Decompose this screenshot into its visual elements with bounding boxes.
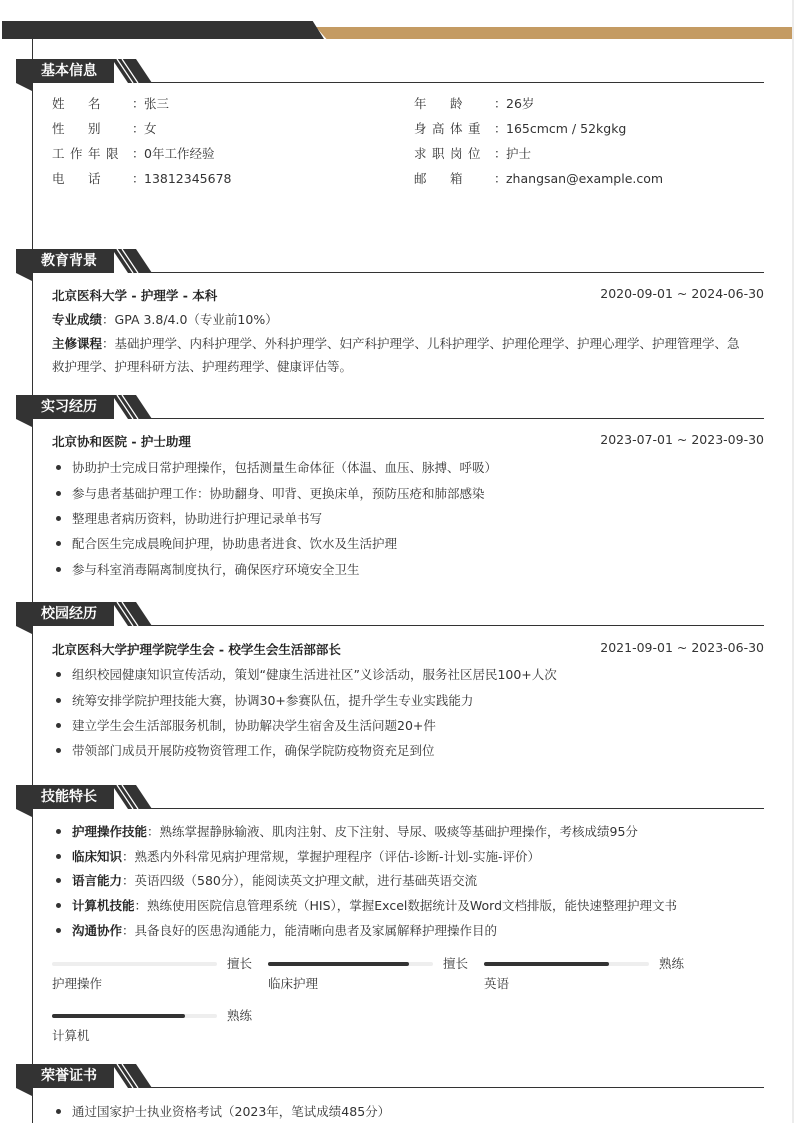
bullet-icon (56, 567, 61, 572)
internship-heading: 北京协和医院 - 护士助理 (52, 434, 191, 449)
bullet-icon (56, 1109, 61, 1114)
info-value[interactable]: zhangsan@example.com (506, 171, 664, 186)
list-item: 配合医生完成晨晚间护理，协助患者进食、饮水及生活护理 (52, 534, 397, 552)
section-campus (16, 602, 764, 758)
section-divider (146, 1087, 764, 1088)
info-age: 年 龄 ：26岁 (414, 96, 535, 111)
bullet-icon (56, 491, 61, 496)
section-basic-info (16, 59, 764, 186)
skill-level: 擅长 (443, 956, 469, 971)
stripes-decoration-icon (112, 59, 152, 83)
ribbon-fold (16, 419, 32, 427)
section-header (16, 59, 764, 83)
education-gpa: 专业成绩：GPA 3.8/4.0（专业前10%） (52, 312, 278, 327)
skill-name: 英语 (484, 976, 510, 991)
stripes-decoration-icon (112, 1064, 152, 1088)
skill-level: 擅长 (227, 956, 253, 971)
section-title: 校园经历 (16, 602, 114, 626)
list-item: 统筹安排学院护理技能大赛，协调30+参赛队伍，提升学生专业实践能力 (52, 691, 473, 709)
left-border-line (32, 39, 33, 1123)
header-gold-bar (316, 27, 793, 39)
education-courses: 主修课程：基础护理学、内科护理学、外科护理学、妇产科护理学、儿科护理学、护理伦理学、护理心理学、护理管理学、急 (52, 336, 740, 351)
info-value: 165cmcm / 52kgkg (506, 121, 627, 136)
section-divider (146, 272, 764, 273)
bullet-icon (56, 516, 61, 521)
bullet-icon (56, 748, 61, 753)
skill-level: 熟练 (227, 1008, 253, 1023)
education-courses-cont: 救护理学、护理科研方法、护理药理学、健康评估等。 (52, 359, 353, 374)
section-divider (146, 625, 764, 626)
info-position: 求 职 岗 位 ：护士 (414, 146, 532, 161)
campus-heading: 北京医科大学护理学院学生会 - 校学生会生活部部长 (52, 642, 341, 657)
skill-name: 护理操作 (52, 976, 103, 991)
section-divider (146, 808, 764, 809)
list-item: 带领部门成员开展防疫物资管理工作，确保学院防疫物资充足到位 (52, 741, 435, 759)
list-item: 通过国家护士执业资格考试（2023年，笔试成绩485分） (52, 1102, 390, 1120)
ribbon-fold (16, 626, 32, 634)
ribbon-fold (16, 273, 32, 281)
internship-date: 2023-07-01 ~ 2023-09-30 (600, 432, 764, 447)
bullet-icon (56, 541, 61, 546)
skill-name: 计算机 (52, 1028, 90, 1043)
info-value: 张三 (144, 96, 170, 111)
list-item: 参与患者基础护理工作：协助翻身、叩背、更换床单，预防压疮和肺部感染 (52, 484, 485, 502)
list-item: 临床知识：熟悉内外科常见病护理常规，掌握护理程序（评估-诊断-计划-实施-评价） (52, 847, 540, 865)
bullet-icon (56, 698, 61, 703)
ribbon-fold (16, 809, 32, 817)
bullet-icon (56, 465, 61, 470)
skill-fill (52, 1014, 185, 1018)
section-title: 教育背景 (16, 249, 114, 273)
skill-fill (268, 962, 409, 966)
bullet-icon (56, 928, 61, 933)
stripes-decoration-icon (112, 785, 152, 809)
section-title: 荣誉证书 (16, 1064, 114, 1088)
list-item: 语言能力：英语四级（580分），能阅读英文护理文献，进行基础英语交流 (52, 871, 477, 889)
skill-name: 临床护理 (268, 976, 319, 991)
info-height-weight: 身 高 体 重 ：165cmcm / 52kgkg (414, 121, 627, 136)
info-label: 姓 名 (52, 96, 101, 111)
ribbon-fold (16, 1088, 32, 1096)
info-value: 26岁 (506, 96, 535, 111)
info-value: 13812345678 (144, 171, 232, 186)
bullet-icon (56, 878, 61, 883)
bullet-icon (56, 723, 61, 728)
info-gender: 性 别 ：女 (52, 121, 157, 136)
list-item: 协助护士完成日常护理操作，包括测量生命体征（体温、血压、脉搏、呼吸） (52, 458, 497, 476)
skill-fill (484, 962, 609, 966)
info-name: 姓 名 ：张三 (52, 96, 170, 111)
stripes-decoration-icon (112, 249, 152, 273)
section-internship (16, 395, 764, 577)
info-phone: 电 话 ：13812345678 (52, 171, 232, 186)
bullet-icon (56, 829, 61, 834)
info-work-years: 工 作 年 限 ：0年工作经验 (52, 146, 215, 161)
list-item: 建立学生会生活部服务机制，协助解决学生宿舍及生活问题20+件 (52, 716, 436, 734)
bullet-icon (56, 903, 61, 908)
skill-level: 熟练 (659, 956, 685, 971)
header-dark-bar (2, 21, 324, 39)
section-title: 实习经历 (16, 395, 114, 419)
list-item: 组织校园健康知识宣传活动，策划“健康生活进社区”义诊活动，服务社区居民100+人次 (52, 665, 557, 683)
section-divider (146, 418, 764, 419)
stripes-decoration-icon (112, 395, 152, 419)
section-honors (16, 1064, 764, 1119)
info-value: 0年工作经验 (144, 146, 215, 161)
list-item: 参与科室消毒隔离制度执行，确保医疗环境安全卫生 (52, 560, 360, 578)
section-title: 基本信息 (16, 59, 114, 83)
list-item: 沟通协作：具备良好的医患沟通能力，能清晰向患者及家属解释护理操作目的 (52, 921, 497, 939)
stripes-decoration-icon (112, 602, 152, 626)
list-item: 护理操作技能：熟练掌握静脉输液、肌肉注射、皮下注射、导尿、吸痰等基础护理操作，考核成绩95分 (52, 822, 638, 840)
campus-date: 2021-09-01 ~ 2023-06-30 (600, 640, 764, 655)
section-divider (146, 82, 764, 83)
ribbon-fold (16, 83, 32, 91)
bullet-icon (56, 854, 61, 859)
section-education (16, 249, 764, 374)
education-heading: 北京医科大学 - 护理学 - 本科 (52, 288, 218, 303)
info-value: 女 (144, 121, 157, 136)
list-item: 计算机技能：熟练使用医院信息管理系统（HIS），掌握Excel数据统计及Word文档排版，能快速整理护理文书 (52, 896, 677, 914)
section-title: 技能特长 (16, 785, 114, 809)
education-date: 2020-09-01 ~ 2024-06-30 (600, 286, 764, 301)
bullet-icon (56, 672, 61, 677)
list-item: 整理患者病历资料，协助进行护理记录单书写 (52, 509, 322, 527)
info-value: 护士 (506, 146, 532, 161)
info-email: 邮 箱 ：zhangsan@example.com (414, 171, 664, 186)
section-skills (16, 785, 764, 1043)
